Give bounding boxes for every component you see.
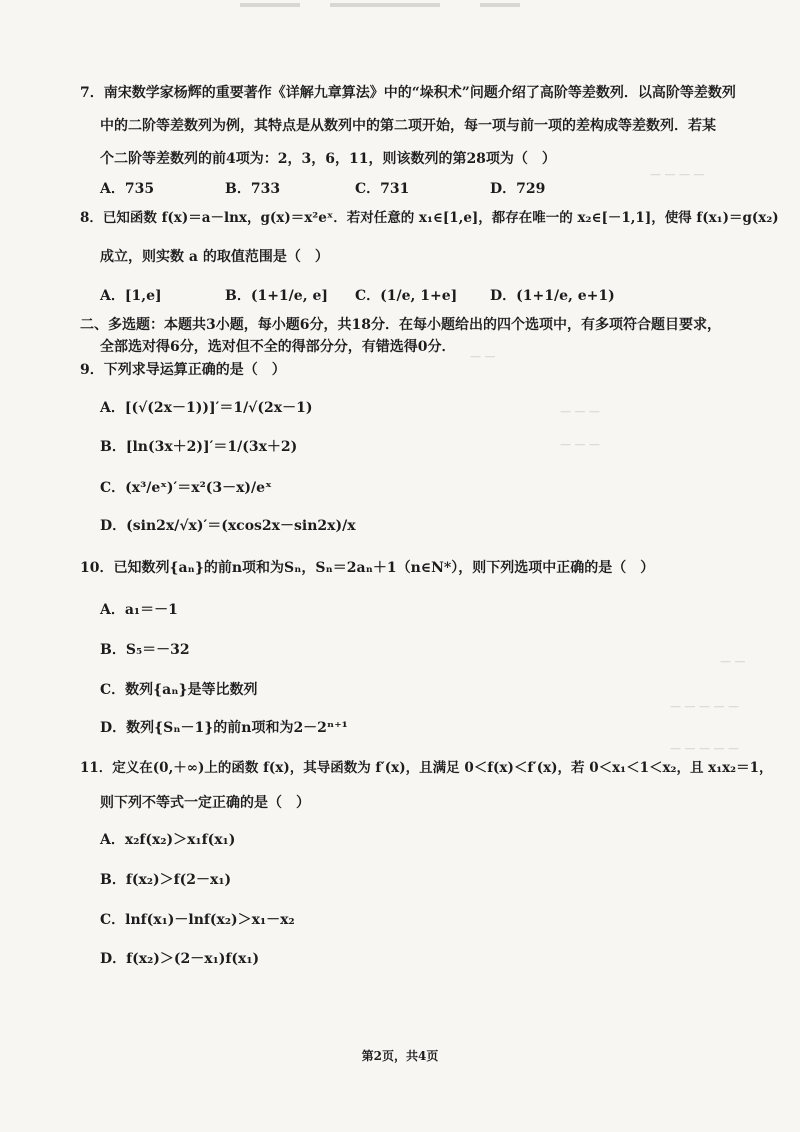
q10-option-b: B．S₅＝－32 bbox=[100, 642, 190, 658]
q11-stem-line1: 11．定义在(0,＋∞)上的函数 f(x)，其导函数为 f′(x)，且满足 0＜f(x)＜f′(x)，若 0＜x₁＜1＜x₂，且 x₁x₂＝1， bbox=[80, 760, 773, 776]
q7-stem-line3: 个二阶等差数列的前4项为：2，3，6，11，则该数列的第28项为（ ） bbox=[100, 151, 556, 167]
q8-option-b: B．(1+1/e, e] bbox=[225, 288, 328, 304]
q11-option-d: D．f(x₂)＞(2－x₁)f(x₁) bbox=[100, 951, 260, 967]
exam-page: — — — — — — — — — — — — — — — — — — — — — — — — 7．南宋数学家杨辉的重要著作《详解九章算法》中的“垛积术”问题介绍了高阶等差数列．以高阶等差数列 中的二阶等差数列为例，其特点是从数列中的第二项开始，每一项与前一项的差构成等差数列．若某 个二阶等差数列的前4项为：2，3，6，11，则该数列的第28项为（ ） A．735 B．733 C．731 D．729 8．已知函数 f(x)＝a－lnx，g(x)＝x²eˣ．若对任意的 x₁∈[1,e]，都存在唯一的 x₂∈[－1,1]，使得 f(x₁)＝g(x₂) 成立，则实数 a 的取值范围是（ ） A．[1,e] B．(1+1/e, e] C．(1/e, 1+e] D．(1+1/e, e+1) 二、多选题：本题共3小题，每小题6分，共18分．在每小题给出的四个选项中，有多项符合题目要求， 全部选对得6分，选对但不全的得部分分，有错选得0分． 9．下列求导运算正确的是（ ） A．[(√(2x－1))]′＝1/√(2x－1) B．[ln(3x＋2)]′＝1/(3x＋2) C．(x³/eˣ)′＝x²(3－x)/eˣ D．(sin2x/√x)′＝(xcos2x－sin2x)/x 10．已知数列{aₙ}的前n项和为Sₙ，Sₙ＝2aₙ＋1（n∈N*），则下列选项中正确的是（ ） A．a₁＝－1 B．S₅＝－32 C．数列{aₙ}是等比数列 D．数列{Sₙ－1}的前n项和为2－2ⁿ⁺¹ 11．定义在(0,＋∞)上的函数 f(x)，其导函数为 f′(x)，且满足 0＜f(x)＜f′(x)，若 0＜x₁＜1＜x₂，且 x₁x₂＝1， 则下列不等式一定正确的是（ ） A．x₂f(x₂)＞x₁f(x₁) B．f(x₂)＞f(2－x₁) C．lnf(x₁)－lnf(x₂)＞x₁－x₂ D．f(x₂)＞(2－x₁)f(x₁) 第2页，共4页 bbox=[0, 0, 800, 1132]
q8-option-c: C．(1/e, 1+e] bbox=[355, 288, 458, 304]
q7-stem-line2: 中的二阶等差数列为例，其特点是从数列中的第二项开始，每一项与前一项的差构成等差数列．若某 bbox=[100, 118, 716, 134]
q9-stem: 9．下列求导运算正确的是（ ） bbox=[80, 362, 286, 378]
q9-option-a: A．[(√(2x－1))]′＝1/√(2x－1) bbox=[100, 400, 313, 416]
q10-stem: 10．已知数列{aₙ}的前n项和为Sₙ，Sₙ＝2aₙ＋1（n∈N*），则下列选项中正确的是（ ） bbox=[80, 560, 655, 576]
q7-option-a: A．735 bbox=[100, 181, 155, 197]
q8-option-a: A．[1,e] bbox=[100, 288, 162, 304]
page-number-footer: 第2页，共4页 bbox=[361, 1049, 439, 1063]
q10-option-d: D．数列{Sₙ－1}的前n项和为2－2ⁿ⁺¹ bbox=[100, 720, 348, 736]
q11-option-b: B．f(x₂)＞f(2－x₁) bbox=[100, 872, 232, 888]
q8-stem-line1: 8．已知函数 f(x)＝a－lnx，g(x)＝x²eˣ．若对任意的 x₁∈[1,e]，都存在唯一的 x₂∈[－1,1]，使得 f(x₁)＝g(x₂) bbox=[80, 210, 779, 226]
scan-edge-top bbox=[0, 0, 800, 14]
q9-option-b: B．[ln(3x＋2)]′＝1/(3x＋2) bbox=[100, 439, 298, 455]
q9-option-d: D．(sin2x/√x)′＝(xcos2x－sin2x)/x bbox=[100, 518, 356, 534]
q8-option-d: D．(1+1/e, e+1) bbox=[490, 288, 615, 304]
q9-option-c: C．(x³/eˣ)′＝x²(3－x)/eˣ bbox=[100, 480, 272, 496]
q8-stem-line2: 成立，则实数 a 的取值范围是（ ） bbox=[100, 249, 329, 265]
q11-stem-line2: 则下列不等式一定正确的是（ ） bbox=[100, 795, 310, 811]
section2-instructions-line2: 全部选对得6分，选对但不全的得部分分，有错选得0分． bbox=[100, 339, 456, 355]
q7-option-c: C．731 bbox=[355, 181, 410, 197]
q11-option-c: C．lnf(x₁)－lnf(x₂)＞x₁－x₂ bbox=[100, 912, 295, 928]
q7-option-d: D．729 bbox=[490, 181, 546, 197]
q10-option-a: A．a₁＝－1 bbox=[100, 602, 178, 618]
q7-option-b: B．733 bbox=[225, 181, 281, 197]
q11-option-a: A．x₂f(x₂)＞x₁f(x₁) bbox=[100, 832, 236, 848]
q10-option-c: C．数列{aₙ}是等比数列 bbox=[100, 682, 258, 698]
section2-instructions-line1: 二、多选题：本题共3小题，每小题6分，共18分．在每小题给出的四个选项中，有多项符合题目要求， bbox=[80, 317, 721, 333]
q7-stem-line1: 7．南宋数学家杨辉的重要著作《详解九章算法》中的“垛积术”问题介绍了高阶等差数列．以高阶等差数列 bbox=[80, 85, 736, 101]
